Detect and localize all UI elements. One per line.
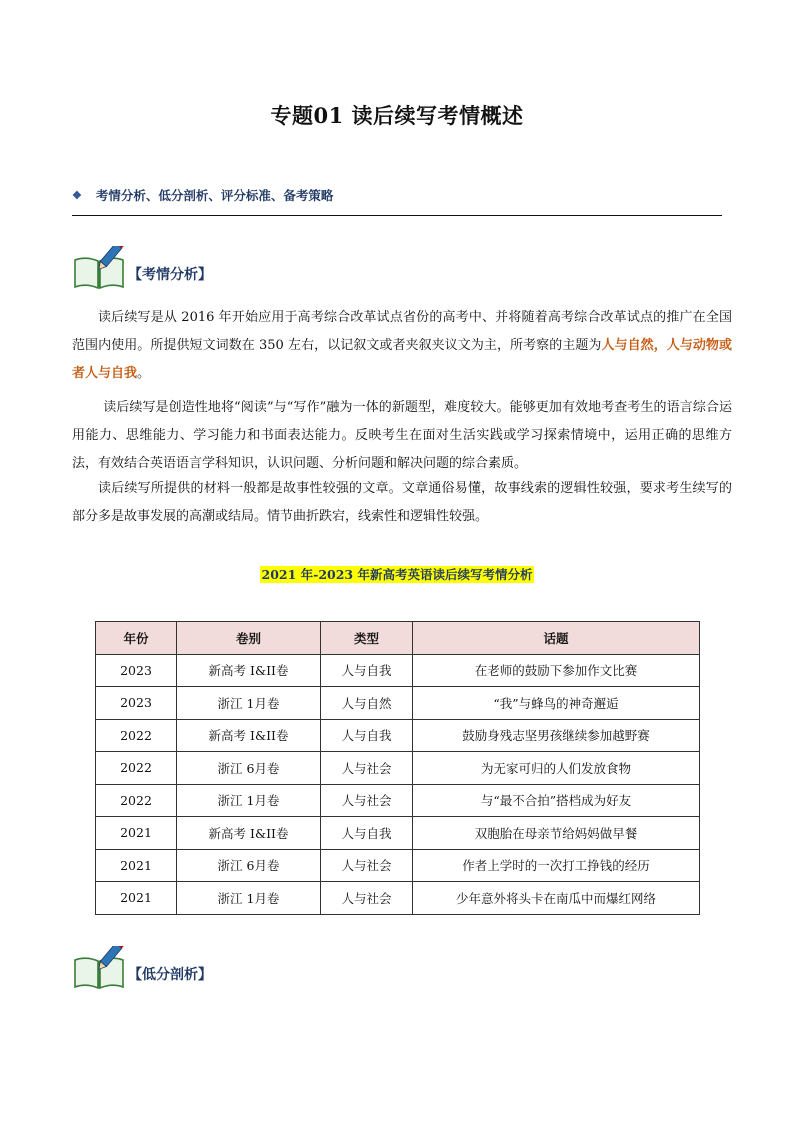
cell-topic: 双胞胎在母亲节给妈妈做早餐 xyxy=(413,817,700,850)
cell-paper: 新高考 I&II卷 xyxy=(177,719,321,752)
paragraph-1 xyxy=(72,304,732,388)
book-pencil-icon xyxy=(72,246,126,290)
cell-topic: 少年意外将头卡在南瓜中而爆红网络 xyxy=(413,882,700,915)
paragraph-1-text: 读后续写是从 2016 年开始应用于高考综合改革试点省份的高考中、并将随着高考综合改革试点的推广在全国范围内使用。所提供短文词数在 350 左右，以记叙文或者夹叙夹议文为主，所考察的主题为 xyxy=(72,310,732,353)
cell-year: 2023 xyxy=(96,654,177,687)
cell-type: 人与自然 xyxy=(321,687,413,720)
page-title: 专题01 读后续写考情概述 xyxy=(270,103,524,128)
table-row xyxy=(96,784,700,817)
paragraph-1-end: 。 xyxy=(137,366,151,381)
cell-year: 2022 xyxy=(96,784,177,817)
subheading-text: 考情分析、低分剖析、评分标准、备考策略 xyxy=(95,188,334,203)
cell-year: 2021 xyxy=(96,817,177,850)
cell-type: 人与自我 xyxy=(321,654,413,687)
diamond-bullet-icon: ❖ xyxy=(72,188,82,202)
cell-year: 2022 xyxy=(96,752,177,785)
table-row xyxy=(96,752,700,785)
table-row xyxy=(96,882,700,915)
table-row xyxy=(96,654,700,687)
cell-paper: 浙江 1月卷 xyxy=(177,784,321,817)
cell-year: 2021 xyxy=(96,849,177,882)
section-label-analysis: 【考情分析】 xyxy=(128,267,212,283)
cell-type: 人与社会 xyxy=(321,882,413,915)
paragraph-2: 读后续写是创造性地将“阅读”与“写作”融为一体的新题型，难度较大。能够更加有效地考查考生的语言综合运用能力、思维能力、学习能力和书面表达能力。反映考生在面对生活实践或学习探索情境中，运用正确的思维方法，有效结合英语语言学科知识，认识问题、分析问题和解决问题的综合素质。 xyxy=(72,400,732,471)
cell-paper: 浙江 6月卷 xyxy=(177,752,321,785)
section-label-low-score: 【低分剖析】 xyxy=(128,967,212,983)
header-paper: 卷别 xyxy=(177,622,321,655)
cell-year: 2023 xyxy=(96,687,177,720)
cell-paper: 新高考 I&II卷 xyxy=(177,654,321,687)
cell-type: 人与社会 xyxy=(321,784,413,817)
cell-paper: 浙江 1月卷 xyxy=(177,687,321,720)
divider xyxy=(72,215,722,216)
cell-type: 人与自我 xyxy=(321,817,413,850)
cell-topic: 为无家可归的人们发放食物 xyxy=(413,752,700,785)
cell-topic: 在老师的鼓励下参加作文比赛 xyxy=(413,654,700,687)
header-type: 类型 xyxy=(321,622,413,655)
cell-type: 人与社会 xyxy=(321,849,413,882)
table-row xyxy=(96,719,700,752)
table-row xyxy=(96,849,700,882)
cell-year: 2022 xyxy=(96,719,177,752)
paragraph-3: 读后续写所提供的材料一般都是故事性较强的文章。文章通俗易懂，故事线索的逻辑性较强，要求考生续写的部分多是故事发展的高潮或结局。情节曲折跌宕，线索性和逻辑性较强。 xyxy=(72,481,732,524)
cell-topic: 作者上学时的一次打工挣钱的经历 xyxy=(413,849,700,882)
section-heading-analysis xyxy=(72,246,212,290)
section-heading-low-score xyxy=(72,946,212,990)
topic-subheading xyxy=(72,186,333,204)
table-caption xyxy=(0,564,794,583)
cell-topic: “我”与蜂鸟的神奇邂逅 xyxy=(413,687,700,720)
cell-year: 2021 xyxy=(96,882,177,915)
exam-analysis-table xyxy=(95,621,700,915)
header-topic: 话题 xyxy=(413,622,700,655)
book-pencil-icon xyxy=(72,946,126,990)
cell-topic: 与“最不合拍”搭档成为好友 xyxy=(413,784,700,817)
header-year: 年份 xyxy=(96,622,177,655)
cell-paper: 浙江 6月卷 xyxy=(177,849,321,882)
cell-type: 人与社会 xyxy=(321,752,413,785)
table-header-row xyxy=(96,622,700,655)
cell-paper: 浙江 1月卷 xyxy=(177,882,321,915)
paragraph-1-highlight: 人与自然，人与动物或者人与自我 xyxy=(72,338,732,381)
table-caption-text: 2021 年-2023 年新高考英语读后续写考情分析 xyxy=(261,567,533,582)
table-row xyxy=(96,687,700,720)
cell-type: 人与自我 xyxy=(321,719,413,752)
cell-paper: 新高考 I&II卷 xyxy=(177,817,321,850)
cell-topic: 鼓励身残志坚男孩继续参加越野赛 xyxy=(413,719,700,752)
table-row xyxy=(96,817,700,850)
